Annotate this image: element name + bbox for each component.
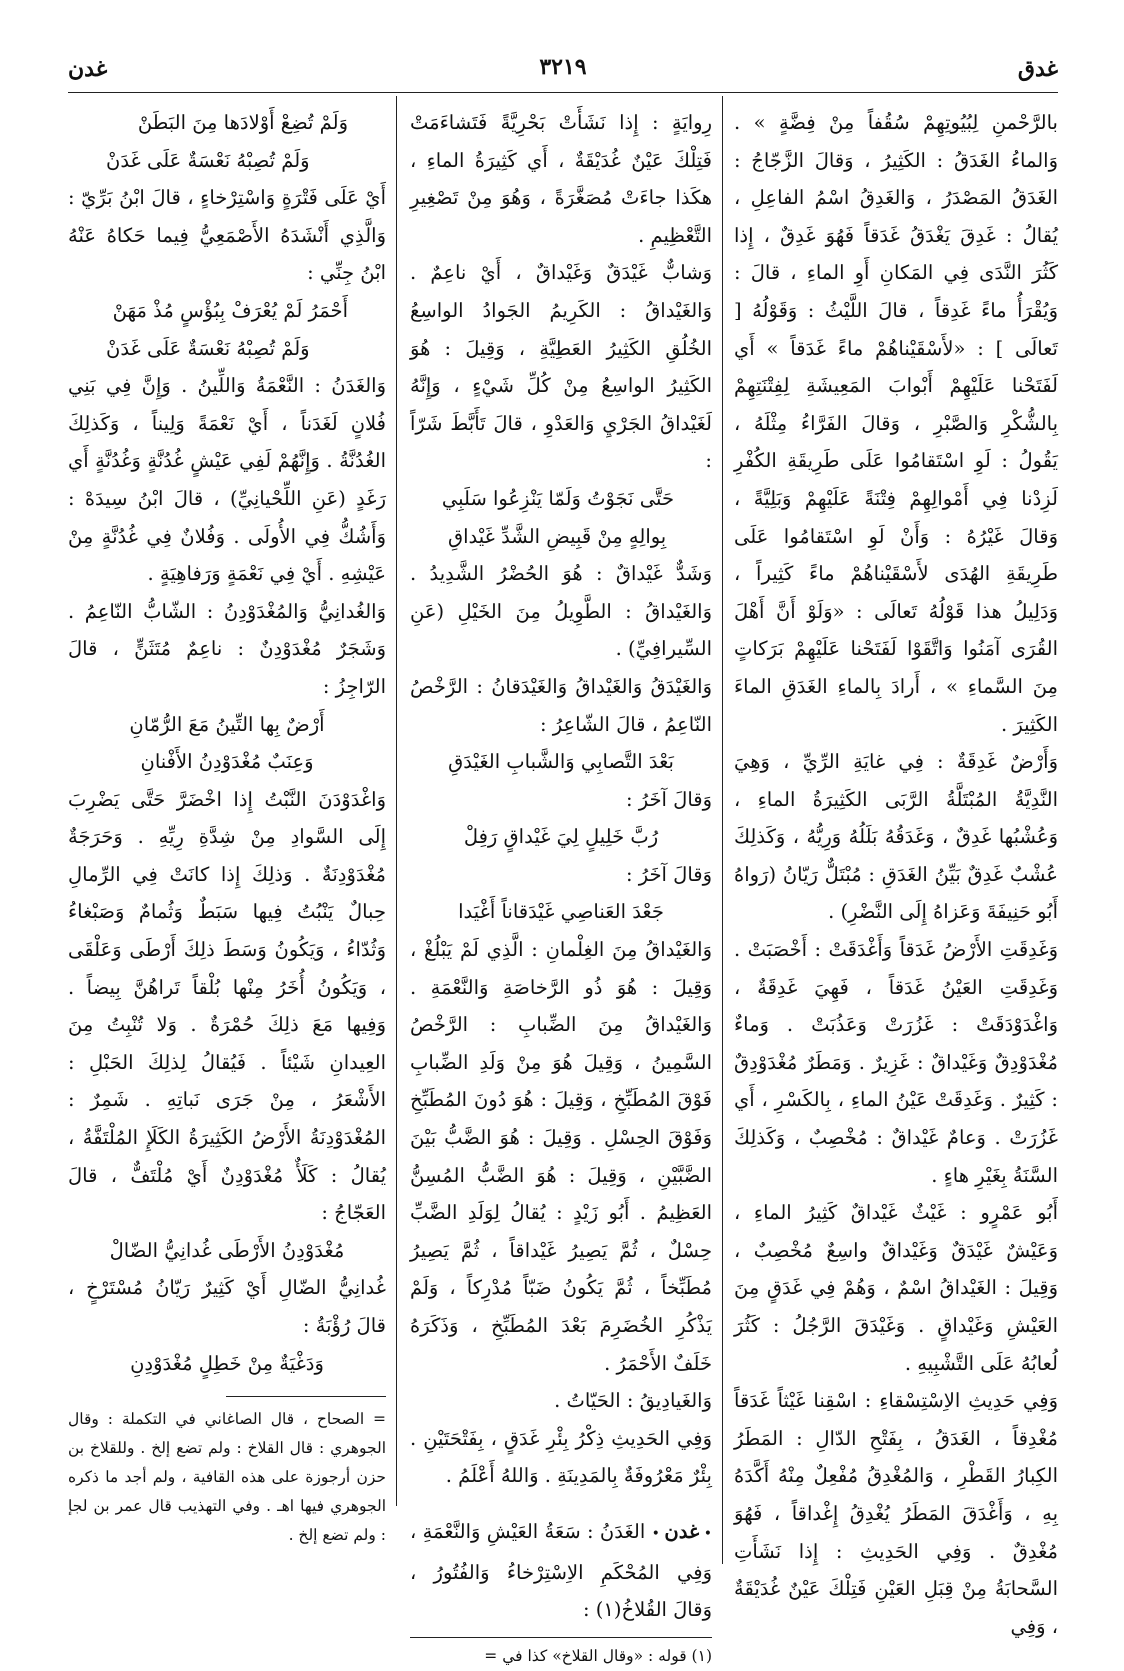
verse-line: وَعِنَبٌ مُغْدَوْدِنُ الأَفْنانِ	[140, 750, 314, 774]
paragraph: أَبُو عَمْرٍو : غَيْثٌ غَيْداقٌ كَثِيرُ الماءِ ، وَعَيْشٌ غَيْدَقٌ وَغَيْداقٌ واسِعٌ مُخْصِبٌ ، وَقِيلَ : الغَيْداقُ اسْمٌ ، وَهُمْ فِي غَدَقٍ مِنَ العَيْشِ وَغَيْداقٍ . وَغَيْدَقَ الرَّجُلُ : كَثُرَ لُعابُهُ عَلَى التَّشْبِيهِ .	[734, 1201, 1058, 1375]
paragraph: وَأَرْضٌ غَدِقَةٌ : فِي غايَةِ الرِّيِّ ، وَهِيَ النَّدِيَّةُ المُبْتَلَّةُ الرَّبَى الكَثِيرَةُ الماءِ ، وَعُشْبُها غَدِقٌ ، وَغَدَقُهُ بَلَلُهُ وَرِيُّهُ ، وَكَذلِكَ عُشْبٌ غَدِقٌ بَيِّنُ الغَدَقِ : مُبْتَلٌّ رَيّانُ (رَواهُ أَبُو حَنِيفَةَ وَعَزاهُ إِلَى النَّضْرِ) .	[734, 750, 1058, 924]
entry-gap	[410, 1495, 712, 1513]
paragraph: وَالغَيْداقُ مِنَ الغِلْمانِ : الَّذِي لَمْ يَبْلُغْ ، وَقِيلَ : هُوَ ذُو الرَّخاصَةِ وَالنَّعْمَةِ . وَالغَيْداقُ مِنَ الضِّبابِ : الرَّخْصُ السَّمِينُ ، وَقِيلَ هُوَ مِنْ وَلَدِ الضِّبابِ فَوْقَ المُطَبِّخِ ، وَقِيلَ : هُوَ دُونَ المُطَبِّخِ وَفَوْقَ الحِسْلِ . وَقِيلَ : هُوَ الضَّبُّ بَيْنَ الضَّبَّيْنِ ، وَقِيلَ : هُوَ الضَّبُّ المُسِنُّ العَظِيمُ . أَبُو زَيْدٍ : يُقالُ لِوَلَدِ الضَّبِّ حِسْلٌ ، ثُمَّ يَصِيرُ غَيْداقاً ، ثُمَّ يَصِيرُ مُطَبِّخاً ، ثُمَّ يَكُونُ ضَبّاً مُدْرِكاً ، وَلَمْ يَذْكُرِ الخُضَرِمَ بَعْدَ المُطَبِّخِ ، وَذَكَرَهُ خَلَفٌ الأَحْمَرُ .	[410, 938, 712, 1375]
paragraph: وَاغْدَوْدَنَ النَّبْتُ إِذا اخْضَرَّ حَتَّى يَضْرِبَ إِلَى السَّوادِ مِنْ شِدَّةِ رِيِّهِ . وَحَرَجَةٌ مُغْدَوْدِنَةٌ . وَذلِكَ إِذا كانَتْ فِي الرِّمالِ حِبالٌ يَنْبُتُ فِيها سَبَطٌ وَثُمامٌ وَصَبْغاءُ وَثُدّاءُ ، وَيَكُونُ وَسَطَ ذلِكَ أَرْطَى وَعَلْقَى ، وَيَكُونُ أُخَرُ مِنْها بُلْقاً تَراهُنَّ بِيضاً . وَفِيها مَعَ ذلِكَ حُمْرَةٌ . وَلا تُنْبِتُ مِنَ العِيدانِ شَيْئاً . فَيُقالُ لِذلِكَ الحَبْلِ : الأَشْعَرُ ، مِنْ جَرَى نَباتِهِ . شَمِرٌ : المُغْدَوْدِنَةُ الأَرْضُ الكَثِيرَةُ الكَلَإِ المُلْتَفَّةُ ، يُقالُ : كَلَأٌ مُغْدَوْدِنٌ أَيْ مُلْتَفٌّ ، قالَ العَجّاجُ :	[68, 787, 386, 1225]
column-divider-left	[396, 96, 397, 1506]
paragraph: وَغَدِقَتِ الأَرْضُ غَدَقاً وَأَغْدَقَتْ : أَخْصَبَتْ . وَغَدِقَتِ العَيْنُ غَدَقاً ، فَهِيَ غَدِقَةٌ ، وَاغْدَوْدَقَتْ : غَزُرَتْ وَعَذُبَتْ . وَماءٌ مُغْدَوْدِقٌ وَغَيْداقٌ : غَزِيرٌ . وَمَطَرٌ مُغْدَوْدِقٌ : كَثِيرٌ . وَغَدِقَتْ عَيْنُ الماءِ ، بِالكَسْرِ ، أَي غَزُرَتْ . وَعامٌ غَيْداقٌ : مُخْصِبٌ ، وَكَذلِكَ السَّنَةُ بِغَيْرِ هاءٍ .	[734, 938, 1058, 1187]
verse-line: أَرْضٌ بِها التِّينُ مَعَ الرُّمّانِ	[129, 712, 325, 736]
column-left	[68, 104, 386, 1556]
verse-line: بِوالِهٍ مِنْ قَبِيضِ الشَّدِّ غَيْداقِ	[448, 524, 667, 548]
paragraph: وَقالَ آخَرُ :	[625, 787, 712, 811]
header-rule	[68, 92, 1058, 93]
verse-line: وَلَمْ تُصِبْهُ نَعْسَةٌ عَلَى غَدَنْ	[106, 148, 310, 172]
paragraph: بالرَّحْمنِ لِبُيُوتِهِمْ سُقُفاً مِنْ فِضَّةٍ » . وَالماءُ الغَدَقُ : الكَثِيرُ ، وَقالَ الزَّجّاجُ : الغَدَقُ المَصْدَرُ ، وَالغَدِقُ اسْمُ الفاعِلِ ، يُقالُ : غَدِقَ يَغْدَقُ غَدَقاً فَهُوَ غَدِقٌ ، إِذا كَثُرَ النَّدَى فِي المَكانِ أَوِ الماءِ ، قالَ : وَيُقْرَأُ ماءً غَدِقاً ، قالَ اللَّيْثُ : وَقَوْلُهُ [ تَعالَى ] : «لأَسْقَيْناهُمْ ماءً غَدَقاً » أَي لَفَتَحْنا عَلَيْهِمْ أَبْوابَ المَعِيشَةِ لِفِتْنَتِهِمْ بِالشُّكْرِ وَالصَّبْرِ ، وَقالَ الفَرَّاءُ مِثْلَهُ ، يَقُولُ : لَوِ اسْتَقامُوا عَلَى طَرِيقَةِ الكُفْرِ لَزِدْنا فِي أَمْوالِهِمْ فِتْنَةً عَلَيْهِمْ وَبَلِيَّةً ، وَقالَ غَيْرُهُ : وَأَنْ لَوِ اسْتَقامُوا عَلَى طَرِيقَةِ الهُدَى لأَسْقَيْناهُمْ ماءً كَثِيراً ، وَدَلِيلُ هذا قَوْلُهُ تَعالَى : «وَلَوْ أَنَّ أَهْلَ القُرَى آمَنُوا وَاتَّقَوْا لَفَتَحْنا عَلَيْهِمْ بَرَكاتٍ مِنَ السَّماءِ » ، أَرادَ بِالماءِ الغَدَقِ الماءَ الكَثِيرَ .	[734, 111, 1058, 736]
header-root-left: غدن	[68, 56, 108, 82]
paragraph: وَالغَدَنُ : النَّعْمَةُ وَاللِّينُ . وَإِنَّ فِي بَنِي فُلانٍ لَغَدَناً ، أَيْ نَعْمَةً وَلِيناً ، وَكَذلِكَ الغُدُنَّةُ . وَإِنَّهُمْ لَفِي عَيْشٍ غُدُنَّةٍ وَغُدُنَّةٍ أَي رَغَدٍ (عَنِ اللِّحْيانِيِّ) ، قالَ ابْنُ سِيدَهْ : وَأَشُكُّ فِي الأُولَى . وَفُلانٌ فِي غُدُنَّةٍ مِنْ عَيْشِهِ . أَيْ فِي نَعْمَةٍ وَرَفاهِيَةٍ .	[68, 374, 386, 586]
paragraph: وَالغَيادِيقُ : الحَيّاتُ .	[554, 1389, 712, 1413]
paragraph: وَالغَيْدَقُ وَالغَيْداقُ وَالغَيْدَقانُ : الرَّخْصُ النّاعِمُ ، قالَ الشّاعِرُ :	[410, 674, 712, 736]
paragraph: وَقالَ آخَرُ :	[625, 862, 712, 886]
paragraph: وَشَدٌّ غَيْداقٌ : هُوَ الحُضْرُ الشَّدِيدُ . وَالغَيْداقُ : الطَّوِيلُ مِنَ الخَيْلِ (عَنِ السِّيرافِيِّ) .	[410, 562, 712, 661]
verse-line: وَدَغْيَةٌ مِنْ خَطِلٍ مُغْدَوْدِنِ	[130, 1351, 324, 1375]
entry-text: الغَدَنُ : سَعَةُ العَيْشِ وَالنَّعْمَةِ ، وَفِي المُحْكَمِ الاِسْتِرْخاءُ وَالفُتُورُ ، وَقالَ القُلاخُ(١) :	[410, 1519, 712, 1622]
verse-line: وَلَمْ تُصِبْهُ نَعْسَةٌ عَلَى غَدَنْ	[106, 336, 310, 360]
page-number: ٣٢١٩	[539, 54, 587, 80]
paragraph: وَفِي حَدِيثِ الاِسْتِسْقاءِ : اسْقِنا غَيْثاً غَدَقاً مُغْدِقاً ، الغَدَقُ ، بِفَتْحِ الدّالِ : المَطَرُ الكِبارُ القَطْرِ ، وَالمُغْدِقُ مُفْعِلٌ مِنْهُ أَكَّدَهُ بِهِ ، وَأَغْدَقَ المَطَرُ يُغْدِقُ إِغْداقاً ، فَهُوَ مُغْدِقٌ . وَفِي الحَدِيثِ : إِذا نَشَأَتِ السَّحابَةُ مِنْ قِبَلِ العَيْنِ فَتِلْكَ عَيْنٌ غُدَيْقَةٌ ، وَفِي	[734, 1389, 1058, 1638]
column-middle	[410, 104, 712, 1665]
column-right	[734, 104, 1058, 1638]
verse-line: أَحْمَرُ لَمْ يُعْرَفْ بِبُؤْسٍ مُذْ مَهَنْ	[112, 298, 348, 322]
verse-line: بَعْدَ التَّصابِي وَالشَّبابِ الغَيْدَقِ	[448, 750, 674, 774]
entry-bullet-icon: •	[651, 1525, 665, 1542]
footnote-rule	[226, 1396, 386, 1397]
entry-bullet-icon: •	[699, 1525, 712, 1542]
column-divider-right	[722, 96, 723, 1564]
footnote-rule	[410, 1637, 712, 1638]
verse-line: رُبَّ خَلِيلٍ لِيَ غَيْداقٍ رَفِلْ	[463, 825, 659, 849]
verse-line: حَتَّى نَجَوْتُ وَلَمّا يَنْزِعُوا سَلَبِي	[441, 486, 674, 510]
footnote: (١) قوله : «وقال القلاخ» كذا في =	[484, 1646, 712, 1665]
header-root-right: غدق	[1017, 56, 1058, 82]
verse-line: مُغْدَوْدِنُ الأَرْطَى غُدانِيُّ الضّالْ	[109, 1238, 345, 1262]
verse-line: جَعْدَ العَناصِي غَيْدَقاناً أَغْيَدا	[458, 900, 664, 924]
paragraph: وَشابٌّ غَيْدَقٌ وَغَيْداقٌ ، أَيْ ناعِمٌ . وَالغَيْداقُ : الكَرِيمُ الجَوادُ الواسِعُ الخُلُقِ الكَثِيرُ العَطِيَّةِ ، وَقِيلَ : هُوَ الكَثِيرُ الواسِعُ مِنْ كُلِّ شَيْءٍ ، وَإِنَّهُ لَغَيْداقُ الجَرْيِ وَالعَدْوِ ، قالَ تَأَبَّطَ شَرّاً :	[410, 261, 712, 473]
paragraph: وَفِي الحَدِيثِ ذِكْرُ بِئْرِ غَدَقٍ ، بِفَتْحَتَيْنِ . بِئْرٌ مَعْرُوفَةٌ بِالمَدِينَةِ . وَاللهُ أَعْلَمُ .	[410, 1426, 712, 1488]
paragraph: أَيْ عَلَى فَتْرَةٍ وَاسْتِرْخاءٍ ، قالَ ابْنُ بَرِّيّ : وَالَّذِي أَنْشَدَهُ الأَصْمَعِيُّ فِيما حَكاهُ عَنْهُ ابْنُ جِنِّي :	[68, 186, 386, 285]
paragraph: وَالغُدانِيُّ وَالمُغْدَوْدِنُ : الشّابُّ النّاعِمُ . وَشَجَرٌ مُغْدَوْدِنٌ : ناعِمٌ مُتَثَنٍّ ، قالَ الرّاجِزُ :	[68, 599, 386, 698]
verse-line: وَلَمْ تُضِعْ أَوْلادَها مِنَ البَطَنْ	[137, 111, 348, 134]
footnote: = الصحاح ، قال الصاغاني في التكملة : وقال الجوهري : قال القلاخ : ولم تضع إلخ . وللقلاخ بن حزن أرجوزة على هذه القافية ، ولم أجد ما ذكره الجوهري فيها اهـ . وفي التهذيب قال عمر بن لجإ : ولم تضع إلخ .	[68, 1410, 386, 1545]
paragraph: غُدانِيُّ الضّالِ أَيْ كَثِيرٌ رَيّانُ مُسْتَرْخٍ ، قالَ رُؤْبَةُ :	[68, 1276, 386, 1337]
entry-paragraph	[410, 1513, 712, 1629]
paragraph: رِوايَةٍ : إِذا نَشَأَتْ بَحْرِيَّةً فَتَشاءَمَتْ فَتِلْكَ عَيْنٌ غُدَيْقَةٌ ، أَي كَثِيرَةُ الماءِ ، هكَذا جاءَتْ مُصَغَّرَةً ، وَهُوَ مِنْ تَصْغِيرِ التَّعْظِيمِ .	[410, 111, 712, 247]
entry-headword: غدن	[664, 1519, 700, 1543]
